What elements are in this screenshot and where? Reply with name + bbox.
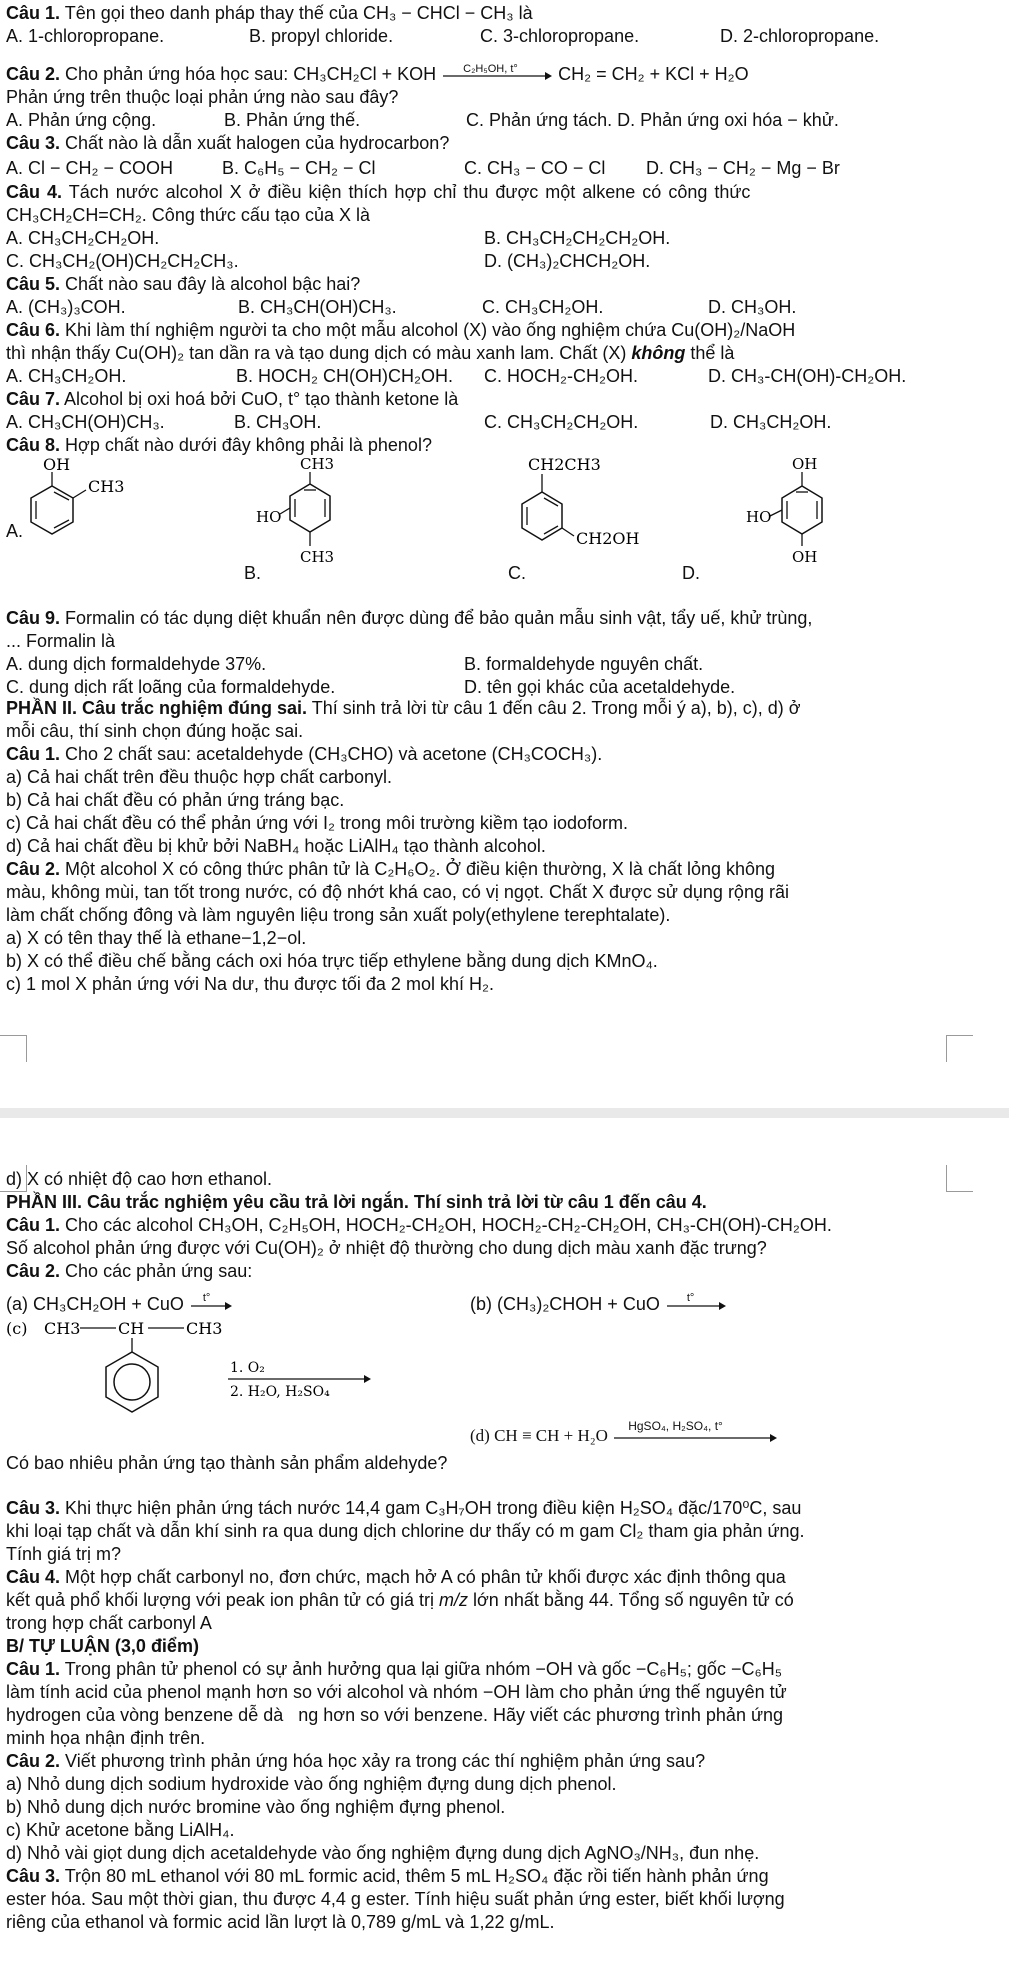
q2-option-a: A. Phản ứng cộng. [6,110,157,130]
q8-option-a-letter: A. [6,521,24,541]
ho-label: HO [256,508,282,526]
part3-q3-stem: Câu 3. Khi thực hiện phản ứng tách nước 14,4 gam C₃H₇OH trong điều kiện H₂SO₄ đặc/170⁰C, sau [6,1498,802,1518]
q7-option-d: D. CH₃CH₂OH. [710,412,832,432]
partB-q2-item-c: c) Khử acetone bằng LiAlH₄. [6,1820,235,1840]
part3-q2-stem: Câu 2. Cho các phản ứng sau: [6,1261,253,1281]
partB-q3-line3: riêng của ethanol và formic acid lần lượt là 0,789 g/mL và 1,22 g/mL. [6,1912,555,1932]
q6-stem-line2: thì nhận thấy Cu(OH)₂ tan dần ra và tạo dung dịch có màu xanh lam. Chất (X) không thể là [6,343,735,363]
crop-mark-top-left [0,1035,27,1062]
svg-text:CH: CH [118,1319,145,1338]
q3-option-d: D. CH₃ − CH₂ − Mg − Br [646,158,840,178]
part3-heading: PHẦN III. Câu trắc nghiệm yêu cầu trả lời ngắn. Thí sinh trả lời từ câu 1 đến câu 4. [6,1192,707,1212]
part2-q1-stem: Câu 1. Cho 2 chất sau: acetaldehyde (CH₃CHO) và acetone (CH₃COCH₃). [6,744,603,764]
q8-structure-c [506,452,666,584]
q8-structure-d [726,452,866,584]
ch3-label: CH3 [88,477,125,496]
trihydroxybenzene-diagram [726,452,866,584]
q2-option-cd: C. Phản ứng tách. D. Phản ứng oxi hóa − khử. [466,110,839,130]
q6-option-a: A. CH₃CH₂OH. [6,366,127,386]
q3-option-a: A. Cl − CH₂ − COOH [6,158,174,178]
q2-reaction-arrow: C₂H₅OH, t° [441,66,553,84]
ch2ch3-label: CH2CH3 [528,455,601,474]
q8-structure-a [0,456,160,576]
part2-q1-item-c: c) Cả hai chất đều có thể phản ứng với I₂ trong môi trường kiềm tạo iodoform. [6,813,628,833]
ho-label: HO [746,508,772,526]
q7-option-c: C. CH₃CH₂CH₂OH. [484,412,639,432]
reaction-a: (a) CH₃CH₂OH + CuO t° [6,1293,233,1315]
ethylbenzyl-alcohol-diagram [506,452,666,584]
partB-q2-item-a: a) Nhỏ dung dịch sodium hydroxide vào ống nghiệm đựng dung dịch phenol. [6,1774,617,1794]
part2-q1-item-a: a) Cả hai chất trên đều thuộc hợp chất carbonyl. [6,767,393,787]
partB-q1-line3: hydrogen của vòng benzene dễ dà ng hơn so với benzene. Hãy viết các phương trình phản ứng [6,1705,784,1725]
part3-q2-question: Có bao nhiêu phản ứng tạo thành sản phẩm aldehyde? [6,1453,448,1473]
cumene-diagram [4,1312,404,1430]
part2-q2-item-a: a) X có tên thay thế là ethane−1,2−ol. [6,928,307,948]
q1-option-c: C. 3-chloropropane. [480,26,640,46]
part3-q4-line3: trong hợp chất carbonyl A [6,1613,212,1633]
ch3-bottom-label: CH3 [300,548,335,566]
partB-q1-line4: minh họa nhận định trên. [6,1728,206,1748]
q9-option-a: A. dung dịch formaldehyde 37%. [6,654,267,674]
q7-option-a: A. CH₃CH(OH)CH₃. [6,412,165,432]
part2-q2-line3: làm chất chống đông và làm nguyên liệu trong sản xuất poly(ethylene terephtalate). [6,905,671,925]
partB-q1-line2: làm tính acid của phenol mạnh hơn so với alcohol và nhóm −OH làm cho phản ứng thế nguyên tử [6,1682,787,1702]
q5-stem: Câu 5. Chất nào sau đây là alcohol bậc hai? [6,274,361,294]
q5-option-b: B. CH₃CH(OH)CH₃. [238,297,397,317]
oh-bottom-label: OH [792,548,818,566]
partB-q2-item-d: d) Nhỏ vài giọt dung dịch acetaldehyde vào ống nghiệm đựng dung dịch AgNO₃/NH₃, đun nhẹ. [6,1843,760,1863]
reaction-d: (d) CH ≡ CH + H₂O HgSO₄, H₂SO₄, t° [470,1425,778,1447]
q8-option-b-letter: B. [244,563,262,583]
part2-q2-stem: Câu 2. Một alcohol X có công thức phân tử là C₂H₆O₂. Ở điều kiện thường, X là chất lỏng không [6,859,776,879]
q5-option-a: A. (CH₃)₃COH. [6,297,126,317]
q9-stem: Câu 9. Formalin có tác dụng diệt khuẩn nên được dùng để bảo quản mẫu sinh vật, tẩy uế, khử trùng, [6,608,813,628]
q6-option-d: D. CH₃-CH(OH)-CH₂OH. [708,366,907,386]
part2-q2-item-b: b) X có thể điều chế bằng cách oxi hóa trực tiếp ethylene bằng dung dịch KMnO₄. [6,951,658,971]
q8-option-d-letter: D. [682,563,700,583]
part2-heading: PHẦN II. Câu trắc nghiệm đúng sai. Thí sinh trả lời từ câu 1 đến câu 2. Trong mỗi ý a), b), c), d) ở [6,698,801,718]
q5-option-c: C. CH₃CH₂OH. [482,297,604,317]
reaction-d-arrow: HgSO₄, H₂SO₄, t° [612,1428,778,1446]
part3-q1-stem: Câu 1. Cho các alcohol CH₃OH, C₂H₅OH, HOCH₂-CH₂OH, HOCH₂-CH₂-CH₂OH, CH₃-CH(OH)-CH₂OH. [6,1215,832,1235]
q3-stem: Câu 3. Chất nào là dẫn xuất halogen của hydrocarbon? [6,133,450,153]
q5-option-d: D. CH₃OH. [708,297,797,317]
svg-text:CH3: CH3 [44,1319,81,1338]
q1-stem: Câu 1. Tên gọi theo danh pháp thay thế của CH₃ − CHCl − CH₃ là [6,3,533,23]
q3-option-c: C. CH₃ − CO − Cl [464,158,606,178]
part2-q2-line2: màu, không mùi, tan tốt trong nước, có độ nhớt khá cao, có vị ngọt. Chất X được sử dụng rộng rãi [6,882,789,902]
svg-text:2. H₂O, H₂SO₄: 2. H₂O, H₂SO₄ [230,1384,330,1400]
oh-label: OH [43,456,71,474]
q6-option-b: B. HOCH₂ CH(OH)CH₂OH. [236,366,453,386]
dimethylphenol-diagram [246,452,366,584]
q1-option-d: D. 2-chloropropane. [720,26,880,46]
part2-q1-item-d: d) Cả hai chất đều bị khử bởi NaBH₄ hoặc LiAlH₄ tạo thành alcohol. [6,836,546,856]
part3-q1-line2: Số alcohol phản ứng được với Cu(OH)₂ ở nhiệt độ thường cho dung dịch màu xanh đặc trưng? [6,1238,767,1258]
part3-q3-line2: khi loại tạp chất và dẫn khí sinh ra qua dung dịch chlorine dư thấy có m gam Cl₂ tham gia phản ứng. [6,1521,805,1541]
partB-q3-line2: ester hóa. Sau một thời gian, thu được 4,4 g ester. Tính hiệu suất phản ứng ester, biết khối lượng [6,1889,785,1909]
ch2oh-label: CH2OH [576,529,640,548]
q6-option-c: C. HOCH₂-CH₂OH. [484,366,638,386]
partB-heading: B/ TỰ LUẬN (3,0 điểm) [6,1636,199,1656]
part2-q2-item-c: c) 1 mol X phản ứng với Na dư, thu được tối đa 2 mol khí H₂. [6,974,494,994]
q4-option-b: B. CH₃CH₂CH₂CH₂OH. [484,228,671,248]
q2-option-b: B. Phản ứng thế. [224,110,361,130]
q2-question: Phản ứng trên thuộc loại phản ứng nào sau đây? [6,87,399,107]
part3-q3-line3: Tính giá trị m? [6,1544,122,1564]
partB-q2-stem: Câu 2. Viết phương trình phản ứng hóa học xảy ra trong các thí nghiệm phản ứng sau? [6,1751,706,1771]
q1-title: Câu 1. [6,3,61,23]
part2-q1-item-b: b) Cả hai chất đều có phản ứng tráng bạc. [6,790,345,810]
q8-option-c-letter: C. [508,563,526,583]
reaction-a-arrow: t° [189,1296,233,1314]
svg-text:(c): (c) [6,1319,28,1338]
q1-option-a: A. 1-chloropropane. [6,26,165,46]
q9-option-c: C. dung dịch rất loãng của formaldehyde. [6,677,336,697]
q2-stem: Câu 2. Cho phản ứng hóa học sau: CH₃CH₂Cl + KOH C₂H₅OH, t° CH₂ = CH₂ + KCl + H₂O [6,63,749,84]
q6-stem: Câu 6. Khi làm thí nghiệm người ta cho một mẫu alcohol (X) vào ống nghiệm chứa Cu(OH)₂/NaOH [6,320,796,340]
page-break-band [0,1108,1009,1118]
q4-option-d: D. (CH₃)₂CHCH₂OH. [484,251,651,271]
svg-text:CH3: CH3 [186,1319,223,1338]
q4-option-c: C. CH₃CH₂(OH)CH₂CH₂CH₃. [6,251,239,271]
partB-q3-stem: Câu 3. Trộn 80 mL ethanol với 80 mL formic acid, thêm 5 mL H₂SO₄ đặc rồi tiến hành phản ứng [6,1866,769,1886]
part2-intro-line2: mỗi câu, thí sinh chọn đúng hoặc sai. [6,721,304,741]
partB-q1-stem: Câu 1. Trong phân tử phenol có sự ảnh hưởng qua lại giữa nhóm −OH và gốc −C₆H₅; gốc −C₆H₅ [6,1659,782,1679]
q7-option-b: B. CH₃OH. [234,412,322,432]
q8-structure-b [246,452,366,584]
q8-stem: Câu 8. Hợp chất nào dưới đây không phải là phenol? [6,435,432,455]
q9-option-d: D. tên gọi khác của acetaldehyde. [464,677,736,697]
q4-stem-line2: CH₃CH₂CH=CH₂. Công thức cấu tạo của X là [6,205,370,225]
q7-stem: Câu 7. Alcohol bị oxi hoá bởi CuO, t° tạo thành ketone là [6,389,459,409]
reaction-b: (b) (CH₃)₂CHOH + CuO t° [470,1293,727,1315]
reaction-b-arrow: t° [665,1296,727,1314]
oh-top-label: OH [792,455,818,473]
reaction-c [4,1312,404,1430]
ch3-top-label: CH3 [300,455,335,473]
partB-q2-item-b: b) Nhỏ dung dịch nước bromine vào ống nghiệm đựng phenol. [6,1797,506,1817]
q9-option-b: B. formaldehyde nguyên chất. [464,654,704,674]
o-cresol-diagram [0,456,160,576]
q4-option-a: A. CH₃CH₂CH₂OH. [6,228,160,248]
svg-text:1. O₂: 1. O₂ [230,1360,265,1376]
q1-option-b: B. propyl chloride. [249,26,394,46]
q3-option-b: B. C₆H₅ − CH₂ − Cl [222,158,376,178]
part3-q4-line2: kết quả phổ khối lượng với peak ion phân tử có giá trị m/z lớn nhất bằng 44. Tổng số nguyên tử có [6,1590,794,1610]
part3-q4-stem: Câu 4. Một hợp chất carbonyl no, đơn chức, mạch hở A có phân tử khối được xác định thông qua [6,1567,786,1587]
q4-stem: Câu 4. Tách nước alcohol X ở điều kiện thích hợp chỉ thu được một alkene có công thức [6,182,751,202]
part2-q2-item-d: d) X có nhiệt độ cao hơn ethanol. [6,1169,272,1189]
crop-mark-top-right [946,1035,973,1062]
q9-stem-line2: ... Formalin là [6,631,116,651]
